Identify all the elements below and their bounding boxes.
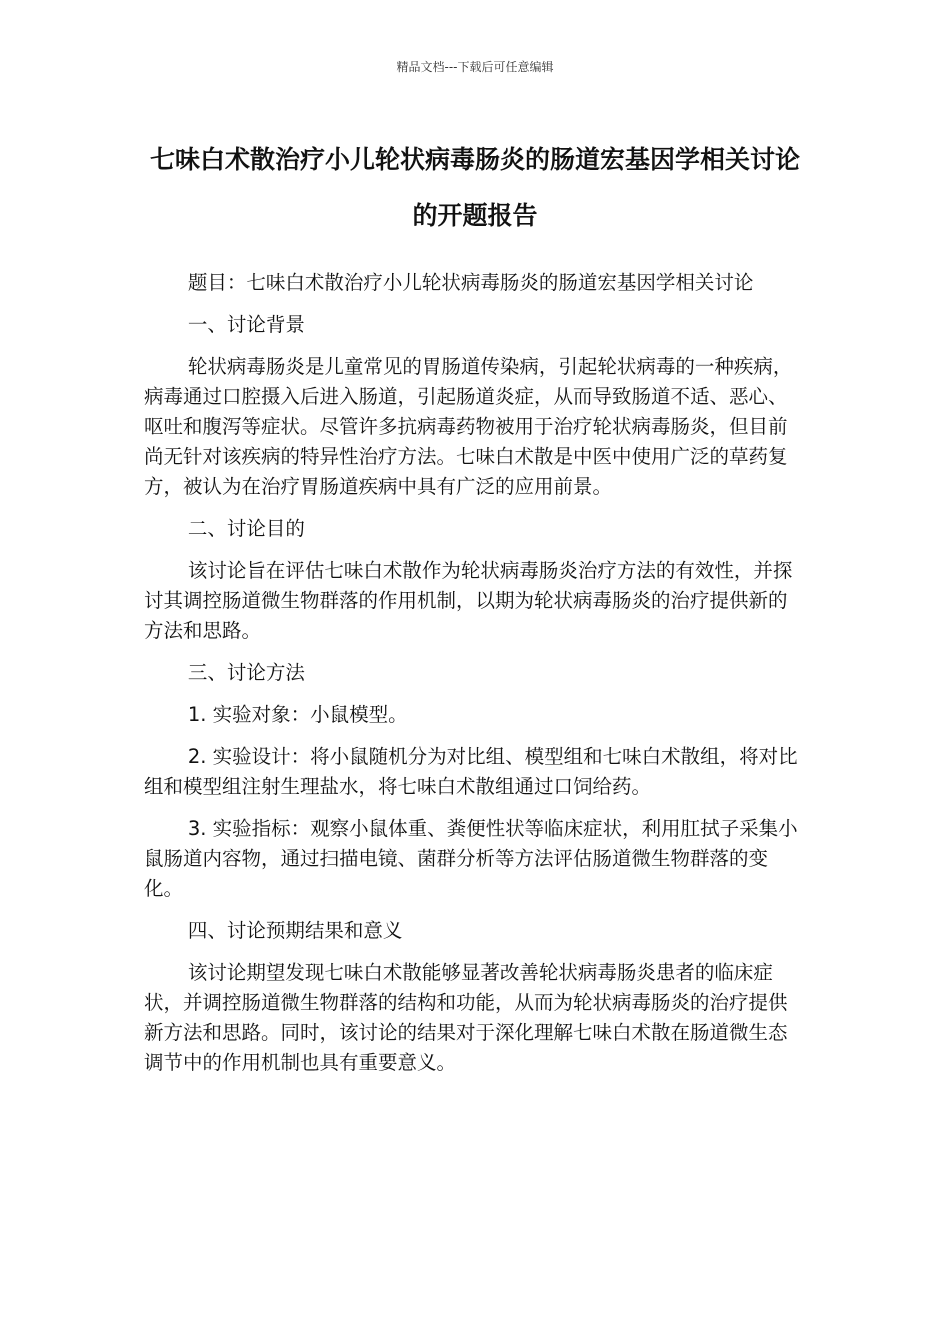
section-heading-methods: 三、讨论方法	[187, 661, 305, 684]
document-body	[144, 268, 800, 1090]
purpose-paragraph: 该讨论旨在评估七味白术散作为轮状病毒肠炎治疗方法的有效性，并探讨其调控肠道微生物群落的作用机制，以期为轮状病毒肠炎的治疗提供新的方法和思路。	[144, 559, 793, 642]
methods-item-indicators: 3. 实验指标：观察小鼠体重、粪便性状等临床症状，利用肛拭子采集小鼠肠道内容物，通过扫描电镜、菌群分析等方法评估肠道微生物群落的变化。	[144, 817, 798, 900]
section-heading-purpose: 二、讨论目的	[187, 517, 305, 540]
methods-item-subjects: 1. 实验对象：小鼠模型。	[187, 703, 408, 726]
document-title: 七味白术散治疗小儿轮状病毒肠炎的肠道宏基因学相关讨论的开题报告	[149, 145, 800, 230]
background-paragraph: 轮状病毒肠炎是儿童常见的胃肠道传染病，引起轮状病毒的一种疾病，病毒通过口腔摄入后进入肠道，引起肠道炎症，从而导致肠道不适、恶心、呕吐和腹泻等症状。尽管许多抗病毒药物被用于治疗轮状病毒肠炎，但目前尚无针对该疾病的特异性治疗方法。七味白术散是中医中使用广泛的草药复方，被认为在治疗胃肠道疾病中具有广泛的应用前景。	[144, 355, 793, 498]
header-note: 精品文档---下载后可任意编辑	[396, 60, 554, 74]
section-heading-expected-results: 四、讨论预期结果和意义	[187, 919, 403, 942]
topic-line: 题目：七味白术散治疗小儿轮状病毒肠炎的肠道宏基因学相关讨论	[187, 271, 754, 294]
expected-results-paragraph: 该讨论期望发现七味白术散能够显著改善轮状病毒肠炎患者的临床症状，并调控肠道微生物群落的结构和功能，从而为轮状病毒肠炎的治疗提供新方法和思路。同时，该讨论的结果对于深化理解七味白术散在肠道微生态调节中的作用机制也具有重要意义。	[144, 961, 788, 1074]
section-heading-background: 一、讨论背景	[187, 313, 305, 336]
methods-item-design: 2. 实验设计：将小鼠随机分为对比组、模型组和七味白术散组，将对比组和模型组注射生理盐水，将七味白术散组通过口饲给药。	[144, 745, 798, 798]
